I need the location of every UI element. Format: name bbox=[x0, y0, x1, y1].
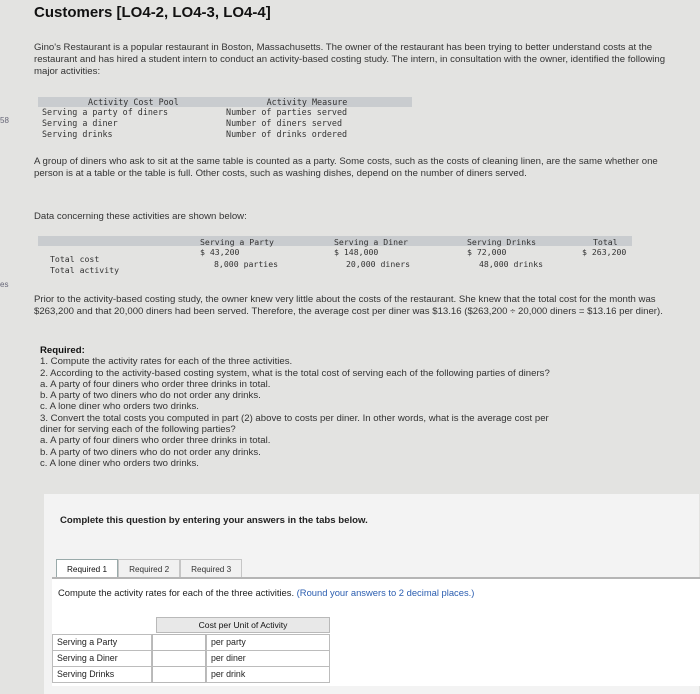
pool-name: Serving a party of diners bbox=[42, 107, 169, 117]
pool-name: Serving drinks bbox=[42, 129, 113, 139]
required-item: diner for serving each of the following parties? bbox=[40, 424, 236, 436]
rate-label: Serving a Party bbox=[52, 634, 152, 651]
tab-required-2[interactable]: Required 2 bbox=[118, 559, 180, 579]
required-item: 3. Convert the total costs you computed in part (2) above to costs per diner. In other words, what is the average cost per bbox=[40, 412, 549, 424]
margin-mark: es bbox=[0, 280, 9, 289]
required-item: c. A lone diner who orders two drinks. bbox=[40, 401, 199, 413]
rate-label: Serving a Diner bbox=[52, 650, 152, 667]
party-definition-paragraph: A group of diners who ask to sit at the same table is counted as a party. Some costs, such as the costs of cleaning linen, are the same whether one person is at a table or the table is full. Other costs, such as washing dishes, depend on the number of diners served. bbox=[34, 156, 658, 180]
activity-cost-table bbox=[38, 236, 632, 276]
data-intro: Data concerning these activities are shown below: bbox=[34, 211, 247, 222]
cost-total: $ 263,200 bbox=[582, 247, 627, 257]
row-label-total-activity: Total activity bbox=[50, 265, 120, 275]
activity-diner: 20,000 diners bbox=[346, 259, 411, 269]
rate-unit: per drink bbox=[206, 666, 330, 683]
instruction-text: Compute the activity rates for each of the three activities. bbox=[58, 587, 295, 598]
rate-row-diner bbox=[52, 650, 328, 666]
rate-row-drinks bbox=[52, 666, 328, 682]
tab-required-1[interactable]: Required 1 bbox=[56, 559, 118, 579]
required-item: c. A lone diner who orders two drinks. bbox=[40, 457, 199, 469]
pool-table-header bbox=[38, 97, 412, 107]
pool-row bbox=[38, 118, 412, 129]
required-item: b. A party of two diners who do not order any drinks. bbox=[40, 446, 261, 458]
cost-party: $ 43,200 bbox=[200, 247, 240, 257]
required-item: a. A party of four diners who order three drinks in total. bbox=[40, 378, 271, 390]
rate-input-drinks[interactable] bbox=[152, 666, 206, 683]
rate-input-party[interactable] bbox=[152, 634, 206, 651]
header-serving-drinks: Serving Drinks bbox=[467, 237, 537, 247]
pool-measure: Number of diners served bbox=[226, 118, 343, 128]
header-total: Total bbox=[593, 237, 618, 247]
rate-unit: per party bbox=[206, 634, 330, 651]
required-item: b. A party of two diners who do not order any drinks. bbox=[40, 390, 261, 402]
measure-header: Activity Measure bbox=[266, 97, 348, 107]
margin-mark: 58 bbox=[0, 116, 9, 125]
activity-pool-table bbox=[38, 97, 412, 140]
cost-diner: $ 148,000 bbox=[334, 247, 379, 257]
header-serving-party: Serving a Party bbox=[200, 237, 274, 247]
pool-measure: Number of parties served bbox=[226, 107, 348, 117]
pool-name: Serving a diner bbox=[42, 118, 118, 128]
rate-unit: per diner bbox=[206, 650, 330, 667]
pool-header: Activity Cost Pool bbox=[88, 97, 179, 107]
rounding-note: (Round your answers to 2 decimal places.) bbox=[296, 587, 475, 598]
cost-drinks: $ 72,000 bbox=[467, 247, 507, 257]
rate-table-header: Cost per Unit of Activity bbox=[156, 617, 330, 633]
required-item: 2. According to the activity-based costing system, what is the total cost of serving each of the following parties of diners? bbox=[40, 367, 550, 379]
tab-bar bbox=[56, 559, 242, 579]
rate-input-diner[interactable] bbox=[152, 650, 206, 667]
intro-paragraph: Gino's Restaurant is a popular restaurant in Boston, Massachusetts. The owner of the restaurant has been trying to better understand costs at the restaurant and has hired a student intern to conduct an activity-based costing study. The intern, in consultation with the owner, identified the following major activities: bbox=[34, 42, 666, 78]
page-title: Customers [LO4-2, LO4-3, LO4-4] bbox=[34, 4, 271, 21]
pool-row bbox=[38, 107, 412, 118]
activity-party: 8,000 parties bbox=[214, 259, 279, 269]
activity-drinks: 48,000 drinks bbox=[479, 259, 544, 269]
prior-costing-paragraph: Prior to the activity-based costing study, the owner knew very little about the costs of the restaurant. She knew that the total cost for the month was $263,200 and that 20,000 diners had been served. Therefore, the average cost per diner was $13.16 ($263,200 ÷ 20,000 diners = $13.16 per diner). bbox=[34, 294, 663, 318]
required-item: a. A party of four diners who order three drinks in total. bbox=[40, 435, 271, 447]
row-label-total-cost: Total cost bbox=[50, 254, 100, 264]
required-item: 1. Compute the activity rates for each of the three activities. bbox=[40, 356, 293, 368]
required-section bbox=[40, 345, 680, 469]
required-title: Required: bbox=[40, 345, 85, 356]
header-serving-diner: Serving a Diner bbox=[334, 237, 408, 247]
tab-required-3[interactable]: Required 3 bbox=[180, 559, 242, 579]
rate-row-party bbox=[52, 634, 328, 650]
pool-row bbox=[38, 129, 412, 140]
complete-instructions: Complete this question by entering your answers in the tabs below. bbox=[60, 515, 368, 526]
rate-label: Serving Drinks bbox=[52, 666, 152, 683]
tab-instruction bbox=[58, 587, 474, 598]
pool-measure: Number of drinks ordered bbox=[226, 129, 348, 139]
